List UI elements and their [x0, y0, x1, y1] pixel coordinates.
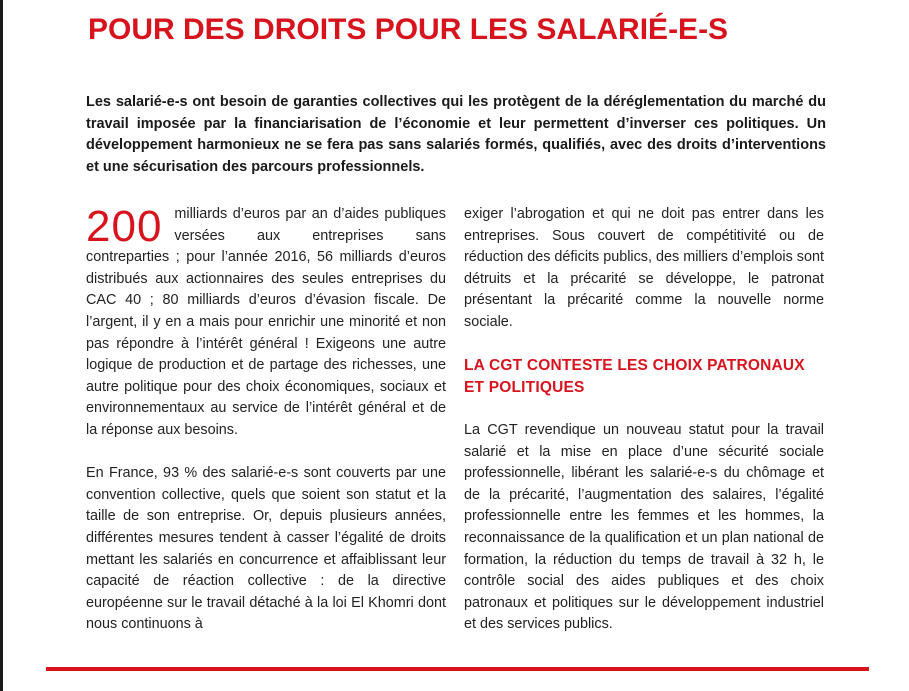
left-column [86, 204, 446, 636]
paragraph-spacer [464, 334, 824, 356]
intro-paragraph: Les salarié-e-s ont besoin de garanties collectives qui les protègent de la déréglementation du marché du travail imposée par la financiarisation de l’économie et leur permettent d’inverser ces politiques. Un développement harmonieux ne se fera pas sans salariés formés, qualifiés, avec des droits d’interventions et une sécurisation des parcours professionnels. [86, 94, 826, 175]
paragraph-spacer [86, 442, 446, 464]
right-paragraph-2: La CGT revendique un nouveau statut pour la travail salarié et la mise en place d’une sécurité sociale professionnelle, libérant les salarié-e-s du chômage et de la précarité, l’augmentation des salaires, l’égalité professionnelle entre les femmes et les hommes, la reconnaissance de la qualification et un plan national de formation, la réduction du temps de travail à 32 h, le contrôle social des aides publiques et des choix patronaux et politiques sur le développement industriel et des services publics. [464, 421, 824, 633]
left-edge-bar [0, 0, 3, 691]
bottom-rule [46, 667, 869, 671]
left-paragraph-2: En France, 93 % des salarié-e-s sont couverts par une convention collective, quels que soient son statut et la taille de son entreprise. Or, depuis plusieurs années, différentes mesures tendent à casser l’égalité de droits mettant les salariés en concurrence et affaiblissant leur capacité de réaction collective : de la directive européenne sur le travail détaché à la loi El Khomri dont nous continuons à [86, 465, 446, 633]
big-number: 200 [86, 202, 163, 251]
page-title: POUR DES DROITS POUR LES SALARIÉ-E-S [88, 13, 729, 46]
section-subheading: LA CGT CONTESTE LES CHOIX PATRONAUX ET POLITIQUES [464, 357, 805, 396]
right-paragraph-1: exiger l’abrogation et qui ne doit pas entrer dans les entreprises. Sous couvert de compétitivité ou de réduction des déficits publics, des milliers d’emplois sont détruits et la précarité se développe, le patronat présentant la précarité comme la nouvelle norme sociale. [464, 206, 824, 330]
paragraph-spacer [464, 398, 824, 420]
right-column [464, 204, 824, 636]
left-paragraph-1: milliards d’euros par an d’aides publiques versées aux entreprises sans contreparties ; pour l’année 2016, 56 milliards d’euros distribués aux actionnaires des seules entreprises du CAC 40 ; 80 milliards d’euros d’évasion fiscale. De l’argent, il y en a mais pour enrichir une minorité et non pas répondre à l’intérêt général ! Exigeons une autre logique de production et de partage des richesses, une autre politique pour des choix économiques, sociaux et environnementaux au service de l’intérêt général et de la réponse aux besoins. [86, 206, 446, 438]
